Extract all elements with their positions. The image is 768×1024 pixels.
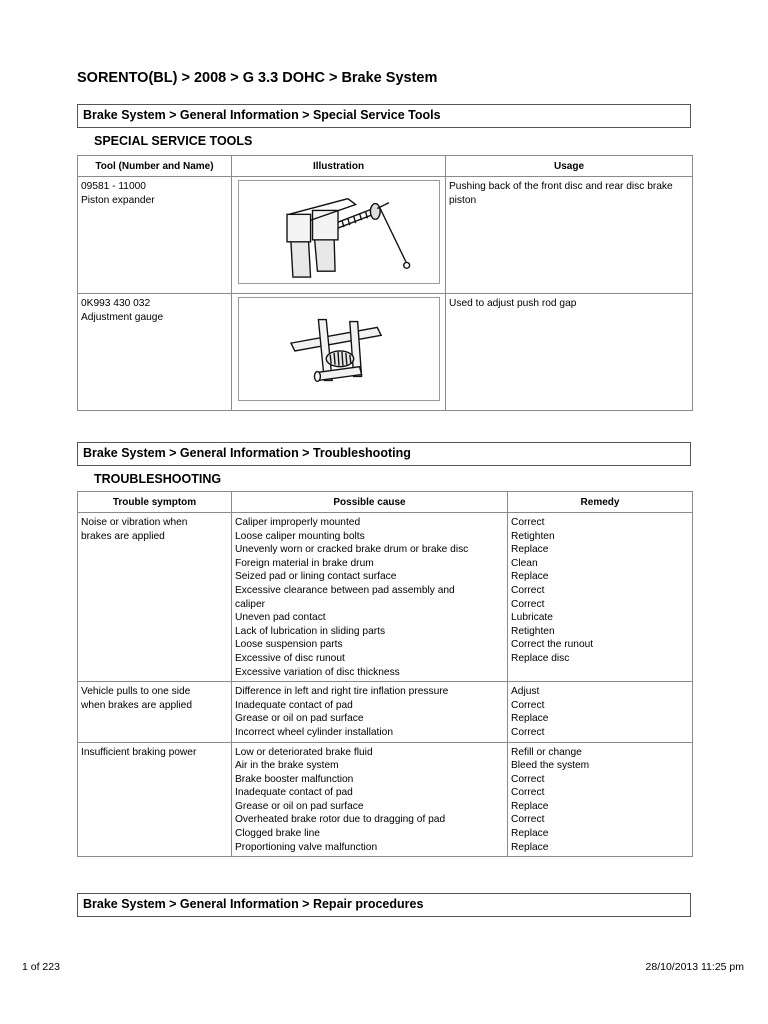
column-header: Usage bbox=[446, 156, 693, 177]
column-header: Possible cause bbox=[232, 492, 508, 513]
table-row bbox=[78, 742, 693, 857]
remedy-line: Correct bbox=[511, 699, 545, 711]
cause-line: Lack of lubrication in sliding parts bbox=[235, 625, 386, 637]
cause-line: Proportioning valve malfunction bbox=[235, 841, 378, 853]
section-breadcrumb-repair-procedures: Brake System > General Information > Repair procedures bbox=[77, 893, 691, 917]
adjustment-gauge-drawing bbox=[239, 298, 439, 400]
page-indicator: 1 of 223 bbox=[22, 961, 60, 973]
remedy-line: Correct the runout bbox=[511, 639, 594, 651]
remedy-line: Correct bbox=[511, 726, 545, 738]
remedy-line: Replace bbox=[511, 571, 549, 583]
tool-cell bbox=[78, 177, 232, 294]
column-header: Remedy bbox=[508, 492, 693, 513]
remedy-line: Replace bbox=[511, 800, 549, 812]
table-row bbox=[78, 177, 693, 294]
column-header: Trouble symptom bbox=[78, 492, 232, 513]
section-breadcrumb-troubleshooting: Brake System > General Information > Troubleshooting bbox=[77, 442, 691, 466]
cause-cell bbox=[232, 682, 508, 742]
remedy-line: Lubricate bbox=[511, 612, 553, 624]
remedy-line: Replace bbox=[511, 841, 549, 853]
remedy-line: Bleed the system bbox=[511, 760, 590, 772]
remedy-line: Correct bbox=[511, 773, 545, 785]
cause-line: Overheated brake rotor due to dragging of pad bbox=[235, 814, 446, 826]
piston-expander-drawing bbox=[239, 181, 439, 283]
table-row bbox=[78, 294, 693, 411]
print-timestamp: 28/10/2013 11:25 pm bbox=[645, 961, 744, 973]
remedy-line: Replace bbox=[511, 544, 549, 556]
symptom-cell bbox=[78, 742, 232, 857]
cause-line: Foreign material in brake drum bbox=[235, 557, 374, 569]
cause-line: Unevenly worn or cracked brake drum or brake disc bbox=[235, 544, 469, 556]
remedy-line: Correct bbox=[511, 584, 545, 596]
cause-line: Excessive variation of disc thickness bbox=[235, 666, 400, 678]
cause-line: Excessive of disc runout bbox=[235, 652, 345, 664]
cause-cell bbox=[232, 742, 508, 857]
cause-line: Grease or oil on pad surface bbox=[235, 800, 364, 812]
piston-expander-illustration bbox=[238, 180, 440, 284]
illustration-cell bbox=[232, 177, 446, 294]
cause-line: Low or deteriorated brake fluid bbox=[235, 746, 373, 758]
table-header-row bbox=[78, 156, 693, 177]
cause-line: Clogged brake line bbox=[235, 828, 320, 840]
page-title: SORENTO(BL) > 2008 > G 3.3 DOHC > Brake System bbox=[77, 70, 438, 86]
tool-cell bbox=[78, 294, 232, 411]
table-row bbox=[78, 513, 693, 682]
cause-line: Seized pad or lining contact surface bbox=[235, 571, 397, 583]
tool-number: 09581 - 11000 bbox=[81, 181, 146, 192]
remedy-line: Replace disc bbox=[511, 652, 570, 664]
column-header: Illustration bbox=[232, 156, 446, 177]
remedy-line: Refill or change bbox=[511, 746, 582, 758]
symptom-line: when brakes are applied bbox=[81, 699, 193, 711]
usage-cell bbox=[446, 177, 693, 294]
remedy-line: Replace bbox=[511, 713, 549, 725]
symptom-cell bbox=[78, 513, 232, 682]
usage-cell bbox=[446, 294, 693, 411]
remedy-line: Retighten bbox=[511, 530, 555, 542]
cause-line: Inadequate contact of pad bbox=[235, 699, 353, 711]
remedy-line: Clean bbox=[511, 557, 538, 569]
section-title-troubleshooting: TROUBLESHOOTING bbox=[94, 472, 222, 486]
symptom-line: brakes are applied bbox=[81, 530, 165, 542]
symptom-cell bbox=[78, 682, 232, 742]
tool-name: Adjustment gauge bbox=[81, 311, 164, 323]
remedy-line: Adjust bbox=[511, 686, 540, 698]
cause-line: Excessive clearance between pad assembly and bbox=[235, 584, 455, 596]
remedy-line: Correct bbox=[511, 598, 545, 610]
cause-line: Incorrect wheel cylinder installation bbox=[235, 726, 393, 738]
remedy-cell bbox=[508, 742, 693, 857]
adjustment-gauge-illustration bbox=[238, 297, 440, 401]
column-header: Tool (Number and Name) bbox=[78, 156, 232, 177]
remedy-line: Correct bbox=[511, 787, 545, 799]
table-header-row bbox=[78, 492, 693, 513]
cause-line: Air in the brake system bbox=[235, 760, 339, 772]
troubleshooting-table bbox=[77, 491, 693, 857]
remedy-line: Replace bbox=[511, 828, 549, 840]
tool-name: Piston expander bbox=[81, 194, 155, 206]
table-row bbox=[78, 682, 693, 742]
tool-usage: Used to adjust push rod gap bbox=[449, 298, 577, 309]
symptom-line: Insufficient braking power bbox=[81, 746, 197, 758]
cause-line: Grease or oil on pad surface bbox=[235, 713, 364, 725]
cause-line: Loose caliper mounting bolts bbox=[235, 530, 365, 542]
illustration-cell bbox=[232, 294, 446, 411]
section-title-special-tools: SPECIAL SERVICE TOOLS bbox=[94, 134, 253, 148]
cause-line: Difference in left and right tire inflation pressure bbox=[235, 686, 449, 698]
cause-line: Uneven pad contact bbox=[235, 612, 326, 624]
remedy-cell bbox=[508, 682, 693, 742]
symptom-line: Vehicle pulls to one side bbox=[81, 686, 191, 698]
tool-usage: Pushing back of the front disc and rear disc brake piston bbox=[449, 181, 673, 206]
remedy-line: Retighten bbox=[511, 625, 555, 637]
symptom-line: Noise or vibration when bbox=[81, 517, 188, 528]
cause-line: caliper bbox=[235, 598, 266, 610]
remedy-cell bbox=[508, 513, 693, 682]
cause-line: Brake booster malfunction bbox=[235, 773, 354, 785]
remedy-line: Correct bbox=[511, 814, 545, 826]
tool-number: 0K993 430 032 bbox=[81, 298, 151, 309]
section-breadcrumb-special-tools: Brake System > General Information > Special Service Tools bbox=[77, 104, 691, 128]
cause-line: Caliper improperly mounted bbox=[235, 517, 361, 528]
cause-line: Loose suspension parts bbox=[235, 639, 343, 651]
remedy-line: Correct bbox=[511, 517, 545, 528]
cause-cell bbox=[232, 513, 508, 682]
special-tools-table bbox=[77, 155, 693, 411]
cause-line: Inadequate contact of pad bbox=[235, 787, 353, 799]
